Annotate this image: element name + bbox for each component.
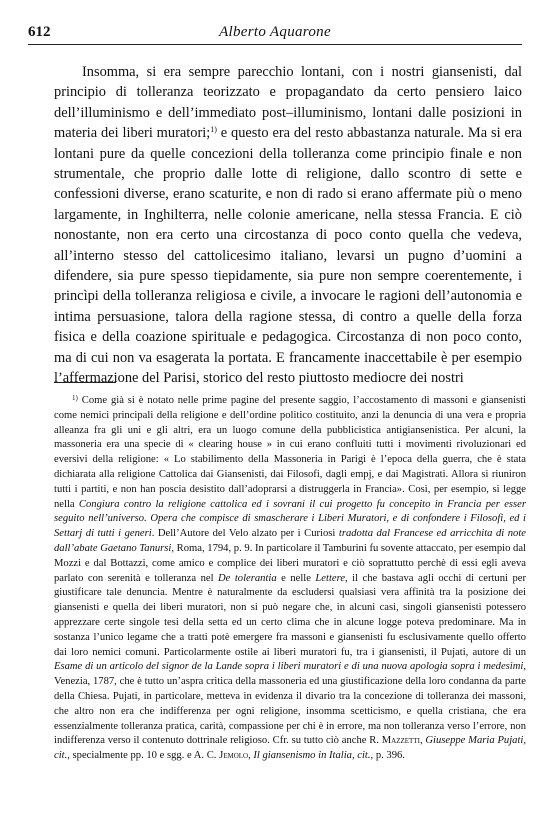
main-text <box>54 62 522 389</box>
page-header <box>28 24 522 44</box>
footnote-title: tradotta dal Francese ed arricchita di note dall’abate Gaetano Tanursi <box>54 528 526 554</box>
footnote-text: , il che bastava agli occhi di certuni per giustificare tale denuncia. Mentre è naturalmente da escludersi qualsiasi vera affinità tra la posizione dei giansenisti e quella dei liberi muratori, non si può negare che, in alcuni casi, singoli giansenisti potessero apprezzare certe singole tesi della setta ed un certo clima che in alcune logge poteva predominare. Ma in sostanza l’unico legame che a tratti potè emergere fra massoni e giansenisti fu esclusivamente quello offerto dai loro nemici comuni. Particolarmente ostile ai liberi muratori fu, tra i giansenisti, il Pujati, autore di un <box>54 572 526 658</box>
footnote-title: De tolerantia <box>218 572 277 584</box>
footnote-text: , p. 396. <box>370 750 405 762</box>
footnote-text: . Dell’Autore del Velo alzato per i Curiosi <box>151 528 339 540</box>
footnote-title: Congiura contro la religione cattolica ed i sovrani il cui progetto fu concepito in Francia per esser seguito nell’universo. Opera che compisce di smascherare i Liberi Muratori, e di confondere i Filosofi, ed i Settarj di tutti i generi <box>54 498 526 540</box>
footnote-title: Lettere <box>315 572 346 584</box>
footnote-text: , <box>419 735 426 747</box>
footnote-text: Come già si è notato nelle prime pagine del presente saggio, l’accostamento di massoni e giansenisti come nemici principali della religione e dell’ordine politico costituito, anzi la denuncia di una vera e propria alleanza fra gli uni e gli altri, era un luogo comune della pubblicistica antigiansenistica. Per alcuni, la massoneria era una specie di « clearing house » in cui erano confluiti tutti i movimenti rivoluzionari ed eversivi della religione: « Lo stabilimento della Massoneria in Parigi è l’epoca della guerra, che è stata dichiarata alla religione Cattolica dai Giansenisti, dai Filosofi, dagli empj, e dai Magistrati. Allora si riuniron tutti i partiti, e non han poscia desistito dall’adoprarsi a distruggerla in Francia». Così, per esempio, si legge nella <box>54 395 526 510</box>
footnote-title: Giuseppe Maria Pujati, cit. <box>54 735 526 762</box>
footnote-text: e nelle <box>276 572 316 584</box>
footnote-title: Il giansenismo in Italia, cit. <box>253 750 371 762</box>
body-text-part: e questo era del resto abbastanza naturale. Ma si era lontani pure da quelle concezioni della tolleranza come principio finale e non strumentale, che proprio dalle lotte di religione, dallo scontro di sette e confessioni diverse, erano scaturite, e non di rado si erano affermate più o meno largamente, in Inghilterra, nelle colonie americane, nella stessa Francia. E ciò nonostante, non era certo una circostanza di poco conto quella che vedeva, all’interno stesso del cattolicesimo italiano, levarsi un pugno d’uomini a difendere, sia pure spesso tiepidamente, sia pure non sempre coerentemente, i princìpi della tolleranza religiosa e civile, a invocare le ragioni dell’autonomia e intima persuasione, talora della ragione stessa, di contro a quelle della forza fisica e della coazione spirituale e pedagogica. Circostanza di non poco conto, ma di cui non va esagerata la portata. E francamente inaccettabile è per esempio l’affermazione del Parisi, storico del resto piuttosto mediocre dei nostri <box>54 125 523 387</box>
author-name: Mazzetti <box>381 735 420 747</box>
footnote <box>54 394 526 764</box>
footnote-paragraph <box>54 394 526 764</box>
footnote-text: , Roma, 1794, p. 9. In particolare il Tamburini fu sovente attaccato, per esempio dal Mozzi e dal Bottazzi, come amico e complice dei liberi muratori e ciò soprattutto perchè di essi egli aveva parlato con serenità e tolleranza nel <box>54 542 526 584</box>
footnote-text: , specialmente pp. 10 e sgg. e A. C. <box>67 750 220 762</box>
body-paragraph <box>54 62 522 389</box>
footnote-marker: 1) <box>72 394 78 402</box>
body-text-part: Insomma, si era sempre parecchio lontani, con i nostri giansenisti, dal principio di tolleranza teorizzato e propagandato da certo pensiero laico dell’illuminismo e dell’immediato post–illuminismo, lontani dalle posizioni in materia dei liberi muratori; <box>54 64 522 142</box>
footnote-text: , Venezia, 1787, che è tutto un’aspra critica della massoneria ed una giustificazione della loro condanna da parte della Chiesa. Pujati, in particolare, metteva in evidenza il divario tra la concezione di tolleranza dei massoni, che altro non era che indifferenza per ogni religione, insomma scetticismo, e quella cristiana, che era essenzialmente tolleranza pratica, carità, compassione per chi è in errore, ma non tolleranza verso l’errore, non indifferenza verso il contenuto dottrinale religioso. Cfr. su tutto ciò anche R. <box>54 661 526 747</box>
footnote-reference: 1) <box>210 125 217 135</box>
footnote-text: , <box>248 750 254 762</box>
footnote-separator <box>54 382 116 383</box>
running-head: Alberto Aquarone <box>219 24 331 40</box>
footnote-title: Esame di un articolo del signor de la Lande sopra i liberi muratori e di una nuova apologia sopra i medesimi <box>54 661 524 673</box>
author-name: Jemolo <box>219 750 249 762</box>
header-rule <box>28 44 522 45</box>
page-number: 612 <box>28 24 51 40</box>
